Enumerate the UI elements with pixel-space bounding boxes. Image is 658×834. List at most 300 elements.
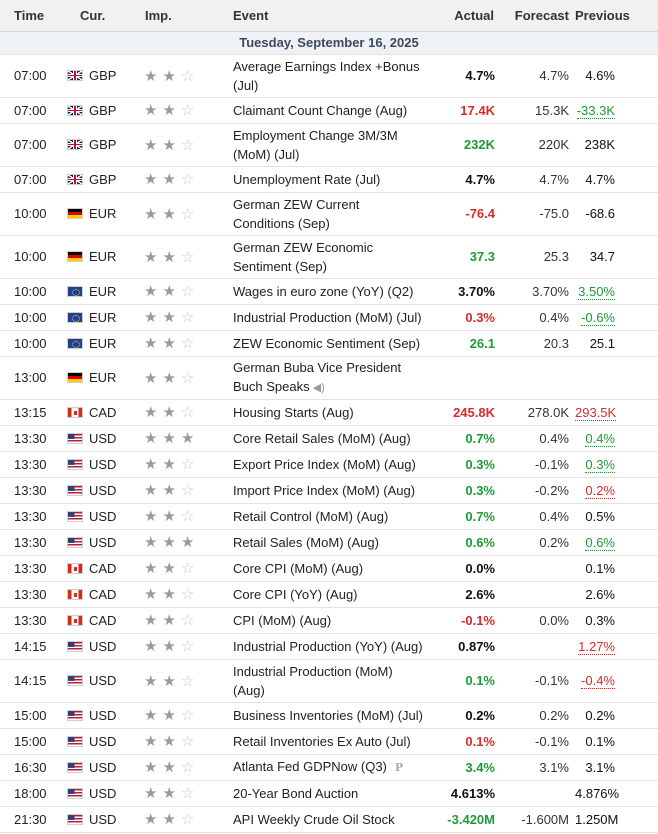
star-filled-icon: ★ bbox=[162, 482, 176, 499]
event-name[interactable] bbox=[233, 192, 427, 235]
event-actual bbox=[427, 123, 503, 166]
event-time: 15:00 bbox=[0, 728, 66, 754]
event-actual bbox=[427, 330, 503, 356]
event-name[interactable] bbox=[233, 123, 427, 166]
event-name-text[interactable]: Housing Starts (Aug) bbox=[233, 404, 354, 420]
event-actual bbox=[427, 754, 503, 780]
currency-code: EUR bbox=[89, 309, 117, 325]
star-filled-icon: ★ bbox=[144, 456, 158, 473]
event-name-text[interactable]: Export Price Index (MoM) (Aug) bbox=[233, 456, 416, 472]
event-forecast: 3.1% bbox=[503, 754, 575, 780]
previous-revised-value[interactable]: 0.3% bbox=[585, 456, 615, 472]
event-name[interactable] bbox=[233, 477, 427, 503]
event-forecast: -0.1% bbox=[503, 659, 575, 702]
event-name[interactable] bbox=[233, 54, 427, 97]
star-empty-icon: ☆ bbox=[180, 456, 195, 473]
event-previous bbox=[575, 806, 658, 832]
event-currency bbox=[66, 607, 144, 633]
star-empty-icon: ☆ bbox=[180, 759, 195, 776]
event-row[interactable] bbox=[0, 278, 658, 304]
event-name[interactable] bbox=[233, 304, 427, 330]
event-time: 13:30 bbox=[0, 607, 66, 633]
star-filled-icon: ★ bbox=[162, 811, 176, 828]
star-empty-icon: ☆ bbox=[180, 136, 195, 154]
event-currency bbox=[66, 451, 144, 477]
event-name[interactable] bbox=[233, 806, 427, 832]
event-name[interactable] bbox=[233, 780, 427, 806]
star-empty-icon: ☆ bbox=[180, 309, 195, 326]
star-filled-icon: ★ bbox=[180, 430, 195, 447]
event-importance bbox=[144, 581, 233, 607]
event-name[interactable] bbox=[233, 754, 427, 780]
previous-value: 0.3% bbox=[585, 612, 615, 628]
star-empty-icon: ☆ bbox=[180, 785, 195, 802]
event-time: 13:30 bbox=[0, 503, 66, 529]
event-name-text[interactable]: German ZEW Current Conditions (Sep) bbox=[233, 196, 360, 231]
event-name-text[interactable]: Employment Change 3M/3M (MoM) (Jul) bbox=[233, 127, 398, 162]
event-row[interactable] bbox=[0, 780, 658, 806]
actual-value: 3.4% bbox=[465, 759, 495, 775]
event-name[interactable] bbox=[233, 356, 427, 399]
previous-revised-value[interactable]: 0.6% bbox=[585, 534, 615, 550]
us-flag-icon bbox=[67, 537, 83, 548]
currency-code: EUR bbox=[89, 335, 117, 351]
speaker-icon[interactable]: ◀) bbox=[312, 381, 325, 394]
event-time: 13:30 bbox=[0, 581, 66, 607]
event-currency bbox=[66, 97, 144, 123]
event-row[interactable] bbox=[0, 399, 658, 425]
event-name[interactable] bbox=[233, 728, 427, 754]
event-time: 15:00 bbox=[0, 702, 66, 728]
event-forecast: 0.4% bbox=[503, 425, 575, 451]
event-actual bbox=[427, 278, 503, 304]
event-actual bbox=[427, 780, 503, 806]
event-importance bbox=[144, 503, 233, 529]
event-forecast: -0.2% bbox=[503, 477, 575, 503]
previous-value: 4.6% bbox=[585, 68, 615, 83]
previous-revised-value[interactable]: -33.3K bbox=[576, 102, 615, 118]
previous-revised-value[interactable]: -0.4% bbox=[581, 673, 615, 688]
event-forecast: 220K bbox=[503, 123, 575, 166]
event-name-text[interactable]: German Buba Vice President Buch Speaks bbox=[233, 359, 402, 394]
actual-value: 0.3% bbox=[465, 482, 495, 498]
event-row[interactable] bbox=[0, 451, 658, 477]
date-row bbox=[0, 31, 658, 54]
event-row[interactable] bbox=[0, 54, 658, 97]
star-filled-icon: ★ bbox=[144, 430, 158, 447]
currency-code: USD bbox=[89, 638, 117, 654]
star-empty-icon: ☆ bbox=[180, 707, 195, 724]
event-name[interactable] bbox=[233, 425, 427, 451]
event-importance bbox=[144, 529, 233, 555]
event-currency bbox=[66, 555, 144, 581]
previous-value: 2.6% bbox=[585, 586, 615, 602]
event-time: 10:00 bbox=[0, 235, 66, 278]
event-forecast bbox=[503, 356, 575, 399]
event-previous bbox=[575, 97, 658, 123]
currency-code: USD bbox=[89, 707, 117, 723]
currency-code: USD bbox=[89, 785, 117, 801]
event-forecast: 25.3 bbox=[503, 235, 575, 278]
star-empty-icon: ☆ bbox=[180, 733, 195, 750]
previous-revised-value[interactable]: 293.5K bbox=[575, 404, 617, 420]
event-importance bbox=[144, 477, 233, 503]
event-name[interactable] bbox=[233, 166, 427, 192]
previous-revised-value[interactable]: 1.27% bbox=[578, 638, 615, 654]
event-actual bbox=[427, 477, 503, 503]
event-currency bbox=[66, 529, 144, 555]
event-actual bbox=[427, 555, 503, 581]
preliminary-icon[interactable]: P bbox=[394, 761, 404, 774]
actual-value: 0.0% bbox=[465, 560, 495, 576]
gb-flag-icon bbox=[67, 174, 83, 185]
event-row[interactable] bbox=[0, 702, 658, 728]
star-filled-icon: ★ bbox=[144, 638, 158, 655]
event-previous bbox=[575, 728, 658, 754]
date-label: Tuesday, September 16, 2025 bbox=[0, 31, 658, 54]
actual-value: 4.613% bbox=[450, 785, 495, 801]
event-currency bbox=[66, 304, 144, 330]
event-currency bbox=[66, 702, 144, 728]
actual-value: 4.7% bbox=[465, 68, 495, 83]
event-previous bbox=[575, 633, 658, 659]
event-name[interactable] bbox=[233, 235, 427, 278]
event-forecast: 278.0K bbox=[503, 399, 575, 425]
star-empty-icon: ☆ bbox=[180, 102, 195, 119]
event-currency bbox=[66, 425, 144, 451]
event-time: 07:00 bbox=[0, 166, 66, 192]
star-empty-icon: ☆ bbox=[180, 369, 195, 387]
event-actual bbox=[427, 166, 503, 192]
event-time: 10:00 bbox=[0, 192, 66, 235]
event-actual bbox=[427, 659, 503, 702]
header-forecast[interactable]: Forecast bbox=[503, 0, 575, 31]
event-row[interactable] bbox=[0, 425, 658, 451]
header-importance[interactable]: Imp. bbox=[144, 0, 233, 31]
event-row[interactable] bbox=[0, 555, 658, 581]
star-empty-icon: ☆ bbox=[180, 482, 195, 499]
actual-value: 4.7% bbox=[465, 171, 495, 187]
currency-code: CAD bbox=[89, 586, 117, 602]
event-name-text[interactable]: 20-Year Bond Auction bbox=[233, 785, 359, 801]
star-filled-icon: ★ bbox=[162, 638, 176, 655]
event-previous bbox=[575, 192, 658, 235]
event-name-text[interactable]: Industrial Production (MoM) (Jul) bbox=[233, 309, 422, 325]
event-name-text[interactable]: Atlanta Fed GDPNow (Q3) bbox=[233, 759, 387, 774]
event-previous bbox=[575, 529, 658, 555]
currency-code: EUR bbox=[89, 370, 117, 385]
star-filled-icon: ★ bbox=[144, 785, 158, 802]
event-importance bbox=[144, 166, 233, 192]
event-currency bbox=[66, 166, 144, 192]
event-name[interactable] bbox=[233, 607, 427, 633]
event-name-text[interactable]: ZEW Economic Sentiment (Sep) bbox=[233, 335, 421, 351]
eu-flag-icon bbox=[67, 286, 83, 297]
event-name-text[interactable]: Import Price Index (MoM) (Aug) bbox=[233, 482, 416, 498]
star-filled-icon: ★ bbox=[144, 612, 158, 629]
event-name-text[interactable]: Core CPI (MoM) (Aug) bbox=[233, 560, 364, 576]
actual-value: -0.1% bbox=[461, 612, 495, 628]
event-row[interactable] bbox=[0, 235, 658, 278]
event-previous bbox=[575, 477, 658, 503]
event-name-text[interactable]: Retail Control (MoM) (Aug) bbox=[233, 508, 389, 524]
star-filled-icon: ★ bbox=[144, 672, 158, 690]
event-name-text[interactable]: API Weekly Crude Oil Stock bbox=[233, 811, 395, 827]
event-previous bbox=[575, 555, 658, 581]
event-row[interactable] bbox=[0, 581, 658, 607]
star-empty-icon: ☆ bbox=[180, 560, 195, 577]
event-currency bbox=[66, 633, 144, 659]
currency-code: GBP bbox=[89, 68, 117, 83]
previous-value: 0.5% bbox=[585, 508, 615, 524]
previous-revised-value[interactable]: -0.6% bbox=[581, 309, 615, 325]
star-filled-icon: ★ bbox=[162, 205, 176, 223]
event-row[interactable] bbox=[0, 123, 658, 166]
event-currency bbox=[66, 728, 144, 754]
event-importance bbox=[144, 399, 233, 425]
event-time: 07:00 bbox=[0, 54, 66, 97]
event-forecast: 20.3 bbox=[503, 330, 575, 356]
us-flag-icon bbox=[67, 433, 83, 444]
event-name-text[interactable]: German ZEW Economic Sentiment (Sep) bbox=[233, 239, 374, 274]
event-currency bbox=[66, 278, 144, 304]
event-name-text[interactable]: Average Earnings Index +Bonus (Jul) bbox=[233, 58, 420, 93]
event-previous bbox=[575, 304, 658, 330]
event-time: 13:30 bbox=[0, 529, 66, 555]
event-importance bbox=[144, 192, 233, 235]
event-importance bbox=[144, 425, 233, 451]
star-filled-icon: ★ bbox=[162, 733, 176, 750]
currency-code: USD bbox=[89, 811, 117, 827]
event-actual bbox=[427, 451, 503, 477]
event-name[interactable] bbox=[233, 702, 427, 728]
gb-flag-icon bbox=[67, 105, 83, 116]
currency-code: EUR bbox=[89, 206, 117, 221]
event-importance bbox=[144, 780, 233, 806]
currency-code: USD bbox=[89, 673, 117, 688]
event-row[interactable] bbox=[0, 659, 658, 702]
currency-code: USD bbox=[89, 759, 117, 775]
star-filled-icon: ★ bbox=[162, 612, 176, 629]
us-flag-icon bbox=[67, 511, 83, 522]
event-row[interactable] bbox=[0, 607, 658, 633]
currency-code: GBP bbox=[89, 171, 117, 187]
event-forecast: -1.600M bbox=[503, 806, 575, 832]
event-previous bbox=[575, 780, 658, 806]
event-forecast: 4.7% bbox=[503, 54, 575, 97]
header-actual[interactable]: Actual bbox=[427, 0, 503, 31]
actual-value: 0.2% bbox=[465, 707, 495, 723]
event-forecast: 0.0% bbox=[503, 607, 575, 633]
star-filled-icon: ★ bbox=[162, 560, 176, 577]
actual-value: 37.3 bbox=[469, 249, 495, 264]
star-filled-icon: ★ bbox=[144, 586, 158, 603]
us-flag-icon bbox=[67, 641, 83, 652]
event-name-text[interactable]: Industrial Production (YoY) (Aug) bbox=[233, 638, 423, 654]
ca-flag-icon bbox=[67, 589, 83, 600]
event-currency bbox=[66, 806, 144, 832]
event-row[interactable] bbox=[0, 633, 658, 659]
currency-code: USD bbox=[89, 456, 117, 472]
us-flag-icon bbox=[67, 814, 83, 825]
event-row[interactable] bbox=[0, 806, 658, 832]
event-name[interactable] bbox=[233, 659, 427, 702]
event-row[interactable] bbox=[0, 754, 658, 780]
star-filled-icon: ★ bbox=[144, 283, 158, 300]
actual-value: 245.8K bbox=[453, 404, 495, 420]
event-importance bbox=[144, 555, 233, 581]
event-importance bbox=[144, 304, 233, 330]
eu-flag-icon bbox=[67, 312, 83, 323]
previous-revised-value[interactable]: 0.4% bbox=[585, 430, 615, 446]
event-name-text[interactable]: Retail Inventories Ex Auto (Jul) bbox=[233, 733, 411, 749]
star-filled-icon: ★ bbox=[144, 102, 158, 119]
previous-value: 1.250M bbox=[575, 811, 619, 827]
previous-value: 3.1% bbox=[585, 759, 615, 775]
star-filled-icon: ★ bbox=[144, 248, 158, 266]
star-filled-icon: ★ bbox=[180, 534, 195, 551]
star-empty-icon: ☆ bbox=[180, 283, 195, 300]
event-previous bbox=[575, 659, 658, 702]
gb-flag-icon bbox=[67, 70, 83, 81]
event-previous bbox=[575, 278, 658, 304]
event-name[interactable] bbox=[233, 581, 427, 607]
event-currency bbox=[66, 192, 144, 235]
star-empty-icon: ☆ bbox=[180, 811, 195, 828]
currency-code: USD bbox=[89, 430, 117, 446]
event-actual bbox=[427, 97, 503, 123]
event-row[interactable] bbox=[0, 529, 658, 555]
us-flag-icon bbox=[67, 485, 83, 496]
star-empty-icon: ☆ bbox=[180, 612, 195, 629]
star-filled-icon: ★ bbox=[162, 586, 176, 603]
event-currency bbox=[66, 399, 144, 425]
actual-value: 0.1% bbox=[465, 673, 495, 688]
previous-revised-value[interactable]: 0.2% bbox=[585, 482, 615, 498]
event-name[interactable] bbox=[233, 529, 427, 555]
actual-value: 0.3% bbox=[465, 456, 495, 472]
event-name[interactable] bbox=[233, 451, 427, 477]
event-time: 13:00 bbox=[0, 356, 66, 399]
event-previous bbox=[575, 702, 658, 728]
event-name-text[interactable]: Wages in euro zone (YoY) (Q2) bbox=[233, 283, 414, 299]
currency-code: USD bbox=[89, 508, 117, 524]
header-time[interactable]: Time bbox=[0, 0, 66, 31]
star-filled-icon: ★ bbox=[162, 67, 176, 85]
gb-flag-icon bbox=[67, 139, 83, 150]
event-row[interactable] bbox=[0, 304, 658, 330]
ca-flag-icon bbox=[67, 563, 83, 574]
event-currency bbox=[66, 659, 144, 702]
us-flag-icon bbox=[67, 459, 83, 470]
event-previous bbox=[575, 581, 658, 607]
event-name[interactable] bbox=[233, 278, 427, 304]
event-previous bbox=[575, 503, 658, 529]
event-name[interactable] bbox=[233, 633, 427, 659]
event-forecast: -0.1% bbox=[503, 728, 575, 754]
event-currency bbox=[66, 477, 144, 503]
event-actual bbox=[427, 728, 503, 754]
event-actual bbox=[427, 425, 503, 451]
event-row[interactable] bbox=[0, 166, 658, 192]
star-filled-icon: ★ bbox=[144, 404, 158, 421]
event-importance bbox=[144, 235, 233, 278]
event-name[interactable] bbox=[233, 330, 427, 356]
event-row[interactable] bbox=[0, 728, 658, 754]
event-name[interactable] bbox=[233, 399, 427, 425]
event-row[interactable] bbox=[0, 192, 658, 235]
event-row[interactable] bbox=[0, 356, 658, 399]
event-row[interactable] bbox=[0, 97, 658, 123]
event-row[interactable] bbox=[0, 330, 658, 356]
star-filled-icon: ★ bbox=[144, 707, 158, 724]
event-name-text[interactable]: Industrial Production (MoM) (Aug) bbox=[233, 663, 393, 698]
event-actual bbox=[427, 503, 503, 529]
event-importance bbox=[144, 728, 233, 754]
event-actual bbox=[427, 304, 503, 330]
event-importance bbox=[144, 633, 233, 659]
event-importance bbox=[144, 754, 233, 780]
event-importance bbox=[144, 659, 233, 702]
header-previous[interactable]: Previous bbox=[575, 0, 658, 31]
previous-value: 4.7% bbox=[585, 171, 615, 187]
event-previous bbox=[575, 425, 658, 451]
event-name-text[interactable]: Core CPI (YoY) (Aug) bbox=[233, 586, 358, 602]
event-name-text[interactable]: Claimant Count Change (Aug) bbox=[233, 102, 408, 118]
us-flag-icon bbox=[67, 675, 83, 686]
star-filled-icon: ★ bbox=[162, 171, 176, 188]
event-row[interactable] bbox=[0, 503, 658, 529]
header-event[interactable]: Event bbox=[233, 0, 427, 31]
event-name[interactable] bbox=[233, 503, 427, 529]
event-time: 14:15 bbox=[0, 659, 66, 702]
star-filled-icon: ★ bbox=[144, 171, 158, 188]
event-name-text[interactable]: Retail Sales (MoM) (Aug) bbox=[233, 534, 379, 550]
previous-value: 4.876% bbox=[575, 785, 620, 801]
event-name[interactable] bbox=[233, 555, 427, 581]
header-currency[interactable]: Cur. bbox=[66, 0, 144, 31]
event-forecast bbox=[503, 581, 575, 607]
event-time: 13:30 bbox=[0, 477, 66, 503]
star-empty-icon: ☆ bbox=[180, 205, 195, 223]
previous-value: -68.6 bbox=[585, 206, 615, 221]
event-name-text[interactable]: CPI (MoM) (Aug) bbox=[233, 612, 332, 628]
previous-revised-value[interactable]: 3.50% bbox=[578, 283, 615, 299]
event-forecast bbox=[503, 780, 575, 806]
event-previous bbox=[575, 166, 658, 192]
event-importance bbox=[144, 356, 233, 399]
event-forecast: 3.70% bbox=[503, 278, 575, 304]
event-row[interactable] bbox=[0, 477, 658, 503]
star-filled-icon: ★ bbox=[144, 369, 158, 387]
eu-flag-icon bbox=[67, 338, 83, 349]
event-name-text[interactable]: Unemployment Rate (Jul) bbox=[233, 171, 381, 187]
currency-code: CAD bbox=[89, 612, 117, 628]
event-name-text[interactable]: Core Retail Sales (MoM) (Aug) bbox=[233, 430, 411, 446]
event-time: 13:30 bbox=[0, 425, 66, 451]
currency-code: GBP bbox=[89, 137, 117, 152]
previous-value: 0.1% bbox=[585, 733, 615, 749]
event-importance bbox=[144, 278, 233, 304]
event-name-text[interactable]: Business Inventories (MoM) (Jul) bbox=[233, 707, 423, 723]
actual-value: 0.7% bbox=[465, 430, 495, 446]
star-filled-icon: ★ bbox=[144, 560, 158, 577]
event-actual bbox=[427, 607, 503, 633]
event-name[interactable] bbox=[233, 97, 427, 123]
event-previous bbox=[575, 54, 658, 97]
star-filled-icon: ★ bbox=[144, 733, 158, 750]
event-time: 10:00 bbox=[0, 278, 66, 304]
